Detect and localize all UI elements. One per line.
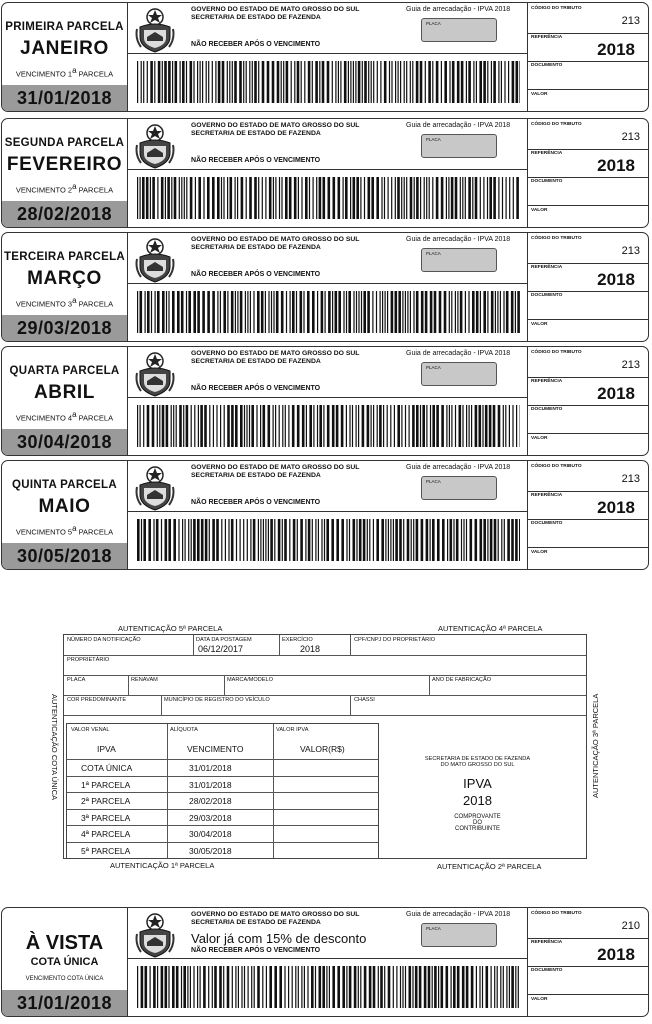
month-label: FEVEREIRO: [6, 154, 123, 175]
contribuinte-stamp: [400, 756, 555, 832]
due-number: 3: [67, 299, 73, 309]
slip-right-panel: [527, 461, 649, 569]
state-crest-icon: [135, 7, 175, 53]
row-due-date: 28/02/2018: [189, 796, 232, 806]
placa-label: PLACA: [426, 21, 441, 26]
slip-left-panel: [2, 461, 128, 569]
due-number: 4: [67, 413, 73, 423]
no-receive-notice: NÃO RECEBER APÓS O VENCIMENTO: [191, 41, 321, 48]
gov-line1: GOVERNO DO ESTADO DE MATO GROSSO DO SUL: [191, 350, 360, 357]
referencia-value: 2018: [597, 945, 635, 964]
municipio-label: MUNICÍPIO DE REGISTRO DO VEÍCULO: [164, 697, 270, 703]
secretaria-line2: DO MATO GROSSO DO SUL: [440, 762, 515, 768]
state-crest-icon: [135, 912, 175, 958]
state-crest-icon: [135, 351, 175, 397]
installments-table: [66, 723, 379, 859]
row-label: 3ª PARCELA: [81, 812, 131, 823]
col-venc-header: VENCIMENTO: [187, 744, 244, 754]
auth-3-label: AUTENTICAÇÃO 3ª PARCELA: [591, 693, 600, 798]
gov-line2: SECRETARIA DE ESTADO DE FAZENDA: [191, 357, 321, 365]
valor-label: VALOR: [531, 322, 548, 327]
valor-label: VALOR: [531, 92, 548, 97]
referencia-label: REFERÊNCIA: [531, 35, 563, 40]
placa-label: PLACA: [426, 251, 441, 256]
codigo-value: 213: [621, 15, 640, 27]
auth-5-label: AUTENTICAÇÃO 5ª PARCELA: [118, 624, 223, 633]
ano-label: ANO DE FABRICAÇÃO: [432, 677, 492, 683]
due-number: 2: [67, 185, 73, 195]
barcode: [137, 61, 520, 103]
parcela-label: QUARTA PARCELA: [9, 365, 120, 377]
no-receive-notice: NÃO RECEBER APÓS O VENCIMENTO: [191, 157, 321, 164]
documento-label: DOCUMENTO: [531, 63, 563, 68]
due-prefix: VENCIMENTO: [15, 69, 66, 79]
row-label: COTA ÚNICA: [81, 763, 133, 773]
avista-due-date: 31/01/2018: [2, 990, 127, 1016]
gov-line2: SECRETARIA DE ESTADO DE FAZENDA: [191, 918, 321, 926]
referencia-value: 2018: [597, 270, 635, 289]
avista-venc: VENCIMENTO COTA ÚNICA: [25, 976, 104, 982]
valor-label: VALOR: [531, 550, 548, 555]
slip-right-panel: [527, 3, 649, 111]
parcela-label: QUINTA PARCELA: [12, 479, 117, 491]
row-due-date: 31/01/2018: [189, 779, 232, 790]
due-prefix: VENCIMENTO: [15, 413, 66, 423]
due-date: 28/02/2018: [2, 201, 127, 227]
placa-label: PLACA: [426, 926, 441, 931]
table-row: [67, 809, 378, 827]
auth-2-label: AUTENTICAÇÃO 2ª PARCELA: [437, 862, 542, 871]
cpf-label: CPF/CNPJ DO PROPRIETÁRIO: [354, 637, 436, 643]
guia-title: Guia de arrecadação - IPVA 2018: [406, 122, 511, 129]
col-ipva-header: IPVA: [97, 744, 116, 754]
installment-slip: [1, 460, 649, 570]
month-label: ABRIL: [33, 382, 96, 403]
due-label: [2, 524, 127, 537]
row-label: 5ª PARCELA: [81, 845, 131, 856]
exercicio-value: 2018: [300, 644, 321, 654]
due-number: 5: [67, 527, 73, 537]
placa-box: [421, 134, 497, 158]
valor-venal-label: VALOR VENAL: [71, 727, 110, 733]
placa-box: [421, 923, 497, 947]
auth-1-label: AUTENTICAÇÃO 1ª PARCELA: [110, 861, 215, 870]
placa-label: PLACA: [426, 479, 441, 484]
valor-label: VALOR: [531, 436, 548, 441]
state-crest-icon: [135, 237, 175, 283]
due-date: 30/05/2018: [2, 543, 127, 569]
due-date: 29/03/2018: [2, 315, 127, 341]
valor-label: VALOR: [531, 997, 548, 1002]
row-label: 1ª PARCELA: [81, 779, 131, 790]
guia-title: Guia de arrecadação - IPVA 2018: [406, 911, 511, 918]
comprovante-line3: CONTRIBUINTE: [455, 826, 500, 832]
codigo-value: 213: [621, 473, 640, 485]
data-postagem-value: 06/12/2017: [198, 644, 244, 654]
slip-middle: [127, 3, 528, 111]
avista-middle: [127, 908, 528, 1016]
slip-right-panel: [527, 233, 649, 341]
documento-label: DOCUMENTO: [531, 407, 563, 412]
slip-left-panel: [2, 3, 128, 111]
table-row: [67, 792, 378, 810]
gov-header: [191, 122, 359, 137]
month-label: MARÇO: [27, 268, 102, 289]
codigo-value: 213: [621, 245, 640, 257]
gov-line2: SECRETARIA DE ESTADO DE FAZENDA: [191, 129, 321, 137]
slip-left-panel: [2, 119, 128, 227]
ipva-title: IPVA: [463, 776, 492, 791]
codigo-value: 213: [621, 131, 640, 143]
aliquota-label: ALÍQUOTA: [170, 727, 198, 733]
gov-line1: GOVERNO DO ESTADO DE MATO GROSSO DO SUL: [191, 122, 360, 129]
referencia-label: REFERÊNCIA: [531, 940, 563, 945]
col-valor-header: VALOR(R$): [300, 744, 345, 754]
due-ordinal: a: [72, 410, 77, 419]
due-ordinal: a: [72, 524, 77, 533]
comprovante-line1: COMPROVANTE: [454, 814, 501, 820]
avista-subtitle: COTA ÚNICA: [30, 956, 99, 968]
barcode: [137, 291, 520, 333]
cor-label: COR PREDOMINANTE: [67, 697, 127, 703]
data-postagem-label: DATA DA POSTAGEM: [196, 637, 252, 643]
referencia-value: 2018: [597, 40, 635, 59]
no-receive-notice: NÃO RECEBER APÓS O VENCIMENTO: [191, 385, 321, 392]
secretaria-line1: SECRETARIA DE ESTADO DE FAZENDA: [424, 756, 531, 762]
discount-note: Valor já com 15% de desconto: [191, 931, 367, 946]
referencia-value: 2018: [597, 498, 635, 517]
referencia-label: REFERÊNCIA: [531, 493, 563, 498]
notificacao-label: NÚMERO DA NOTIFICAÇÃO: [67, 637, 141, 643]
placa-label: PLACA: [426, 137, 441, 142]
placa-box: [421, 248, 497, 272]
table-row: [67, 776, 378, 794]
no-receive-notice: NÃO RECEBER APÓS O VENCIMENTO: [191, 947, 321, 954]
state-crest-icon: [135, 465, 175, 511]
codigo-label: CÓDIGO DO TRIBUTO: [531, 911, 582, 916]
due-number: 1: [67, 69, 73, 79]
placa-label: PLACA: [426, 365, 441, 370]
table-row: [67, 759, 378, 777]
codigo-label: CÓDIGO DO TRIBUTO: [531, 6, 582, 11]
parcela-label: TERCEIRA PARCELA: [3, 251, 126, 263]
month-label: JANEIRO: [20, 38, 109, 59]
exercicio-label: EXERCÍCIO: [282, 637, 313, 643]
due-suffix: PARCELA: [78, 527, 114, 537]
due-ordinal: a: [72, 182, 77, 191]
due-label: [2, 410, 127, 423]
due-ordinal: a: [72, 296, 77, 305]
installment-slip: [1, 2, 649, 112]
avista-right-panel: [527, 908, 649, 1016]
table-row: [67, 825, 378, 843]
gov-line2: SECRETARIA DE ESTADO DE FAZENDA: [191, 243, 321, 251]
installment-slip: [1, 346, 649, 456]
documento-label: DOCUMENTO: [531, 521, 563, 526]
due-prefix: VENCIMENTO: [15, 527, 66, 537]
gov-line2: SECRETARIA DE ESTADO DE FAZENDA: [191, 471, 321, 479]
chassi-label: CHASSI: [354, 697, 375, 703]
due-prefix: VENCIMENTO: [15, 185, 66, 195]
slip-right-panel: [527, 119, 649, 227]
comprovante-line2: DO: [473, 820, 482, 826]
placa-box: [421, 362, 497, 386]
gov-line2: SECRETARIA DE ESTADO DE FAZENDA: [191, 13, 321, 21]
referencia-label: REFERÊNCIA: [531, 379, 563, 384]
avista-slip: [1, 907, 649, 1017]
no-receive-notice: NÃO RECEBER APÓS O VENCIMENTO: [191, 271, 321, 278]
codigo-label: CÓDIGO DO TRIBUTO: [531, 464, 582, 469]
gov-header: [191, 464, 359, 479]
gov-header: [191, 911, 359, 926]
gov-line1: GOVERNO DO ESTADO DE MATO GROSSO DO SUL: [191, 6, 360, 13]
auth-4-label: AUTENTICAÇÃO 4ª PARCELA: [438, 624, 543, 633]
due-suffix: PARCELA: [78, 413, 114, 423]
codigo-label: CÓDIGO DO TRIBUTO: [531, 122, 582, 127]
gov-line1: GOVERNO DO ESTADO DE MATO GROSSO DO SUL: [191, 911, 360, 918]
referencia-value: 2018: [597, 156, 635, 175]
avista-left-panel: [2, 908, 128, 1016]
due-label: [2, 182, 127, 195]
codigo-value: 210: [621, 920, 640, 932]
avista-title: À VISTA: [25, 932, 104, 954]
renavam-label: RENAVAM: [131, 677, 158, 683]
row-label: 2ª PARCELA: [81, 796, 131, 806]
due-date: 31/01/2018: [2, 85, 127, 111]
gov-line1: GOVERNO DO ESTADO DE MATO GROSSO DO SUL: [191, 464, 360, 471]
slip-middle: [127, 461, 528, 569]
guia-title: Guia de arrecadação - IPVA 2018: [406, 464, 511, 471]
installment-slip: [1, 118, 649, 228]
due-label: [2, 66, 127, 79]
installment-slip: [1, 232, 649, 342]
due-suffix: PARCELA: [78, 185, 114, 195]
due-label: [2, 296, 127, 309]
barcode: [137, 966, 520, 1008]
placa-box: [421, 476, 497, 500]
barcode: [137, 519, 520, 561]
codigo-value: 213: [621, 359, 640, 371]
slip-middle: [127, 347, 528, 455]
due-date: 30/04/2018: [2, 429, 127, 455]
valor-label: VALOR: [531, 208, 548, 213]
parcela-label: SEGUNDA PARCELA: [4, 137, 125, 149]
referencia-value: 2018: [597, 384, 635, 403]
slip-middle: [127, 119, 528, 227]
gov-line1: GOVERNO DO ESTADO DE MATO GROSSO DO SUL: [191, 236, 360, 243]
referencia-label: REFERÊNCIA: [531, 151, 563, 156]
month-label: MAIO: [38, 496, 91, 517]
barcode: [137, 405, 520, 447]
slip-left-panel: [2, 233, 128, 341]
documento-label: DOCUMENTO: [531, 968, 563, 973]
guia-title: Guia de arrecadação - IPVA 2018: [406, 6, 511, 13]
proprietario-label: PROPRIETÁRIO: [67, 657, 110, 663]
table-row: [67, 842, 378, 860]
parcela-label: PRIMEIRA PARCELA: [5, 21, 124, 33]
slip-left-panel: [2, 347, 128, 455]
guia-title: Guia de arrecadação - IPVA 2018: [406, 350, 511, 357]
referencia-label: REFERÊNCIA: [531, 265, 563, 270]
row-due-date: 31/01/2018: [189, 763, 232, 773]
documento-label: DOCUMENTO: [531, 179, 563, 184]
barcode: [137, 177, 520, 219]
row-due-date: 30/05/2018: [189, 845, 232, 856]
gov-header: [191, 6, 359, 21]
placa-box: [421, 18, 497, 42]
slip-middle: [127, 233, 528, 341]
valor-ipva-label: VALOR IPVA: [276, 727, 309, 733]
no-receive-notice: NÃO RECEBER APÓS O VENCIMENTO: [191, 499, 321, 506]
state-crest-icon: [135, 123, 175, 169]
due-suffix: PARCELA: [78, 69, 114, 79]
codigo-label: CÓDIGO DO TRIBUTO: [531, 350, 582, 355]
row-due-date: 29/03/2018: [189, 812, 232, 823]
gov-header: [191, 236, 359, 251]
marca-label: MARCA/MODELO: [227, 677, 273, 683]
due-ordinal: a: [72, 66, 77, 75]
ipva-year: 2018: [463, 793, 492, 808]
due-suffix: PARCELA: [78, 299, 114, 309]
codigo-label: CÓDIGO DO TRIBUTO: [531, 236, 582, 241]
due-prefix: VENCIMENTO: [15, 299, 66, 309]
documento-label: DOCUMENTO: [531, 293, 563, 298]
row-due-date: 30/04/2018: [189, 829, 232, 839]
slip-right-panel: [527, 347, 649, 455]
gov-header: [191, 350, 359, 365]
auth-cota-label: AUTENTICAÇÃO COTA ÚNICA: [50, 694, 59, 801]
row-label: 4ª PARCELA: [81, 829, 131, 839]
guia-title: Guia de arrecadação - IPVA 2018: [406, 236, 511, 243]
placa-label: PLACA: [67, 677, 86, 683]
